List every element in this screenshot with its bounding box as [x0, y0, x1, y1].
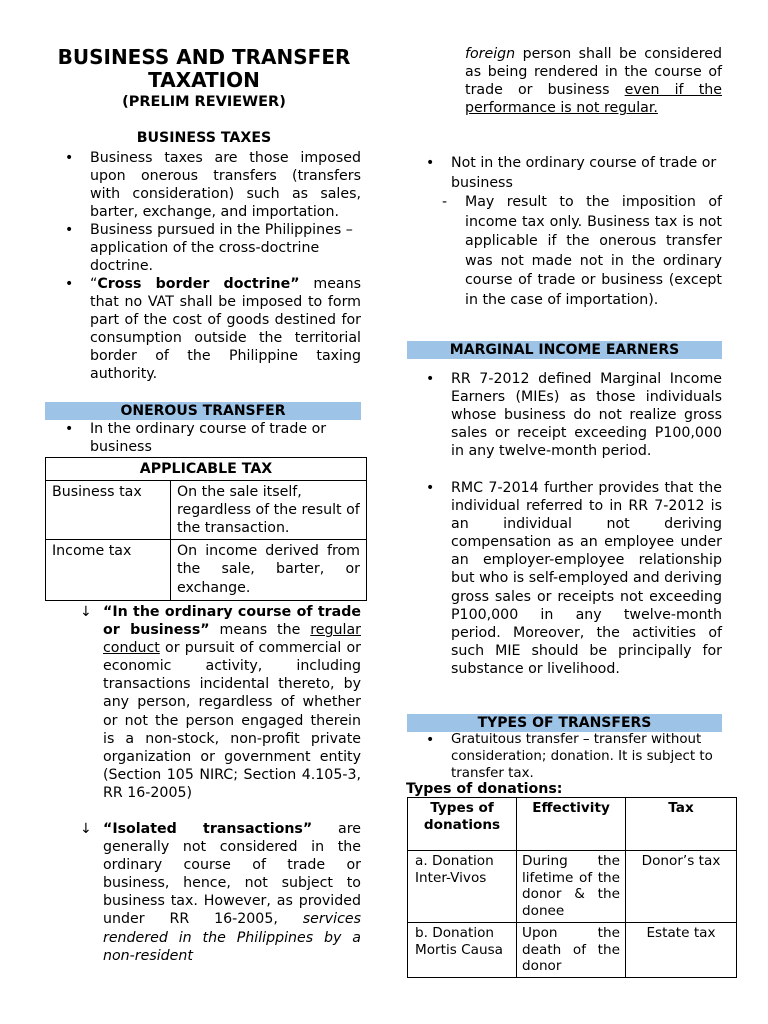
- business-taxes-bullet-2: Business pursued in the Philippines – application of the cross-doctrine doctrine.: [90, 222, 353, 275]
- income-tax-only-paragraph: May result to the imposition of income tax only. Business tax is not applicable if the onerous transfer was not made not in the ordinary course of trade or business (except in the case of importation).: [465, 194, 722, 308]
- mie-bullet-1: RR 7-2012 defined Marginal Income Earners (MIEs) as those individuals whose business do not realize gross sales or receipt exceeding P100,000 in any twelve-month period.: [451, 371, 722, 460]
- donation-effectivity-cell: During the lifetime of the donor & the donee: [517, 851, 626, 923]
- page-subtitle: (PRELIM REVIEWER): [122, 94, 286, 110]
- cross-border-doctrine-paragraph: [90, 275, 361, 384]
- tax-type-cell: Income tax: [46, 540, 171, 601]
- ordinary-course-term: “In the ordinary course of trade or business”: [103, 604, 361, 639]
- quote-open: “: [90, 276, 98, 292]
- bullet-glyph: •: [65, 421, 74, 437]
- col-effectivity: Effectivity: [517, 798, 626, 851]
- business-taxes-heading: BUSINESS TAXES: [136, 130, 272, 146]
- isolated-transactions-text: are generally not considered in the ordinary course of trade or business, hence, not subject to business tax. However, as provided under RR 16-2005,: [103, 821, 361, 928]
- table-row: [408, 851, 737, 923]
- down-arrow-icon: ↓: [80, 604, 92, 620]
- page-title: [45, 46, 363, 92]
- bullet-glyph: •: [426, 480, 435, 496]
- types-of-donations-label: Types of donations:: [406, 781, 563, 797]
- tax-desc-cell: On income derived from the sale, barter, or exchange.: [171, 540, 367, 601]
- services-continuation-text: person shall be considered as being rendered in the course of trade or business: [465, 46, 722, 99]
- foreign-italic: foreign: [465, 46, 516, 62]
- marginal-income-earners-heading: MARGINAL INCOME EARNERS: [407, 341, 722, 359]
- bullet-glyph: •: [426, 371, 435, 387]
- regular-conduct-term: regular conduct: [103, 622, 361, 657]
- col-tax: Tax: [626, 798, 737, 851]
- business-taxes-bullet-1: Business taxes are those imposed upon onerous transfers (transfers with consideration) such as sales, barter, exchange, and importation.: [90, 150, 361, 221]
- not-ordinary-course-bullet: Not in the ordinary course of trade or business: [451, 155, 717, 191]
- services-continuation: [465, 45, 722, 117]
- donation-tax-cell: Estate tax: [626, 922, 737, 977]
- isolated-transactions-paragraph: [103, 820, 361, 965]
- title-line-1: BUSINESS AND TRANSFER: [57, 45, 351, 69]
- title-line-2: TAXATION: [148, 68, 260, 92]
- irregular-performance-underlined: even if the performance is not regular.: [465, 82, 722, 117]
- table-row: [46, 481, 367, 540]
- applicable-tax-header: APPLICABLE TAX: [46, 458, 367, 481]
- bullet-glyph: •: [65, 276, 74, 292]
- dash-marker: -: [442, 194, 448, 210]
- bullet-glyph: •: [426, 732, 435, 748]
- col-types-of-donations: Types of donations: [408, 798, 517, 851]
- down-arrow-icon: ↓: [80, 821, 92, 837]
- isolated-transactions-term: “Isolated transactions”: [103, 821, 313, 837]
- tax-desc-cell: On the sale itself, regardless of the result of the transaction.: [171, 481, 367, 540]
- donation-tax-cell: Donor’s tax: [626, 851, 737, 923]
- bullet-glyph: •: [65, 150, 74, 166]
- tax-type-cell: Business tax: [46, 481, 171, 540]
- cross-border-term: Cross border doctrine”: [97, 276, 300, 292]
- ordinary-course-text-rest: or pursuit of commercial or economic activity, including transactions incidental thereto, by any person, regardless of whether or not the person engaged therein is a non-stock, non-profit private organization or government entity (Section 105 NIRC; Section 4.105-3, RR 16-2005): [103, 640, 361, 801]
- cross-border-text: means that no VAT shall be imposed to form part of the cost of goods destined for consumption outside the territorial border of the Philippine taxing authority.: [90, 276, 361, 383]
- bullet-glyph: •: [65, 222, 74, 238]
- mie-bullet-2: RMC 7-2014 further provides that the individual referred to in RR 7-2012 is an individual not deriving compensation as an employee under an employer-employee relationship but who is self-employed and deriving gross sales or receipts not exceeding P100,000 in any twelve-month period. Moreover, the activities of such MIE should be principally for substance or livelihood.: [451, 480, 722, 677]
- donations-table: [407, 797, 737, 978]
- applicable-tax-table: [45, 457, 367, 601]
- onerous-transfer-heading: ONEROUS TRANSFER: [45, 402, 361, 420]
- donation-type-cell: a. Donation Inter-Vivos: [408, 851, 517, 923]
- donation-type-cell: b. Donation Mortis Causa: [408, 922, 517, 977]
- table-row: [408, 922, 737, 977]
- isolated-transactions-italic: services rendered in the Philippines by a non-resident: [103, 911, 361, 964]
- bullet-glyph: •: [426, 155, 435, 171]
- gratuitous-transfer-bullet: Gratuitous transfer – transfer without consideration; donation. It is subject to transfer tax.: [451, 732, 713, 781]
- ordinary-course-text: means the: [209, 622, 311, 639]
- onerous-bullet: In the ordinary course of trade or business: [90, 421, 327, 456]
- types-of-transfers-heading: TYPES OF TRANSFERS: [407, 714, 722, 732]
- table-row: [46, 540, 367, 601]
- ordinary-course-definition: [103, 603, 361, 802]
- donation-effectivity-cell: Upon the death of the donor: [517, 922, 626, 977]
